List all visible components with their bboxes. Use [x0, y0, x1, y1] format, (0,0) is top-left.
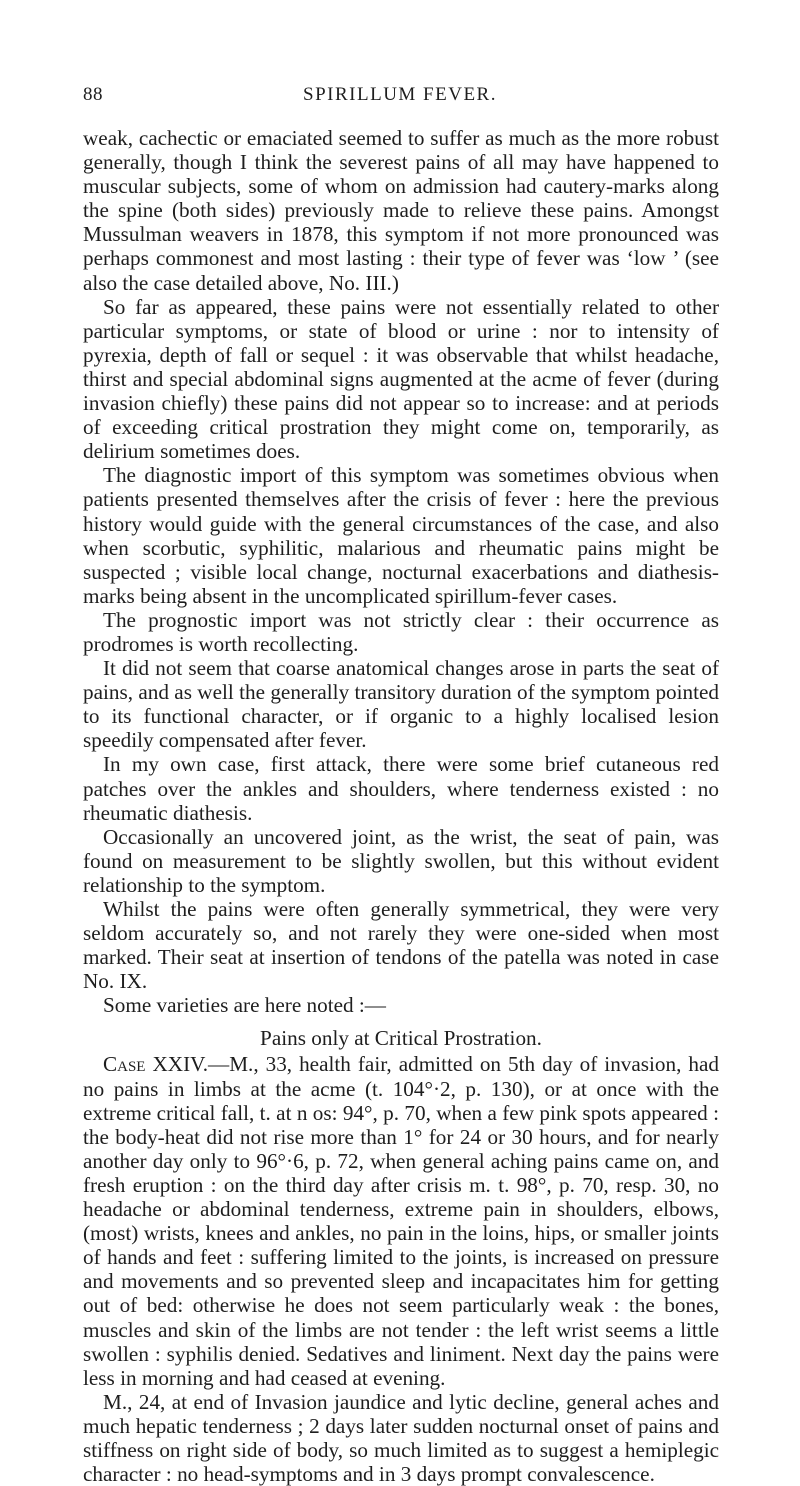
paragraph: The prognostic import was not strictly clear : their occurrence as prodromes is worth recollecting.: [83, 607, 719, 656]
page-number: 88: [83, 84, 103, 105]
paragraph: Occasionally an uncovered joint, as the wrist, the seat of pain, was found on measurement to be slightly swollen, but this without evident relationship to the symptom.: [83, 824, 719, 897]
running-title: SPIRILLUM FEVER.: [303, 84, 497, 105]
paragraph: Whilst the pains were often generally symmetrical, they were very seldom accurately so, and not rarely they were one-sided when most marked. Their seat at insertion of tendons of the patella was noted in case No. IX.: [83, 897, 719, 994]
section-heading: Pains only at Critical Prostration.: [260, 1026, 542, 1051]
paragraph: The diagnostic import of this symptom was sometimes obvious when patients presented themselves after the crisis of fever : here the previous history would guide with the general circumstances of the case, and also when scorbutic, syphilitic, malarious and rheumatic pains might be suspected ; visible local change, nocturnal exacerbations and diathesis-marks being absent in the uncomplicated spirillum-fever cases.: [83, 463, 719, 608]
case-label: Case XXIV.: [103, 1052, 208, 1077]
case-paragraph: [83, 1052, 719, 1389]
page-header: [0, 84, 800, 114]
page-body: [83, 126, 719, 1486]
paragraph: So far as appeared, these pains were not essentially related to other particular symptoms, or state of blood or urine : nor to intensity of pyrexia, depth of fall or sequel : it was observable that whilst headache, thirst and special abdominal signs augmented at the acme of fever (during invasion chiefly) these pains did not appear so to increase: and at periods of exceeding critical prostration they might come on, temporarily, as delirium sometimes does.: [83, 294, 719, 464]
paragraph: weak, cachectic or emaciated seemed to suffer as much as the more robust generally, though I think the severest pains of all may have happened to muscular subjects, some of whom on admission had cautery-marks along the spine (both sides) previously made to relieve these pains. Amongst Mussulman weavers in 1878, this symptom if not more pronounced was perhaps commonest and most lasting : their type of fever was ‘low ’ (see also the case detailed above, No. III.): [83, 126, 719, 295]
paragraph: Some varieties are here noted :—: [103, 993, 386, 1018]
case-text: —M., 33, health fair, admitted on 5th day of invasion, had no pains in limbs at the acme (t. 104°·2, p. 130), or at once with the extreme critical fall, t. at n os: 94°, p. 70, when a few pink spots appeared : the body-heat did not rise more than 1° for 24 or 30 hours, and for nearly another day only to 96°·6, p. 72, when general aching pains came on, and fresh eruption : on the third day after crisis m. t. 98°, p. 70, resp. 30, no headache or abdominal tenderness, extreme pain in shoulders, elbows, (most) wrists, knees and ankles, no pain in the loins, hips, or smaller joints of hands and feet : suffering limited to the joints, is increased on pressure and movements and so prevented sleep and incapacitates him for getting out of bed: otherwise he does not seem particularly weak : the bones, muscles and skin of the limbs are not tender : the left wrist seems a little swollen : syphilis denied. Sedatives and liniment. Next day the pains were less in morning and had ceased at evening.: [83, 1052, 719, 1390]
paragraph: It did not seem that coarse anatomical changes arose in parts the seat of pains, and as well the generally transitory duration of the symptom pointed to its functional character, or if organic to a highly localised lesion speedily compensated after fever.: [83, 656, 719, 753]
case-paragraph: M., 24, at end of Invasion jaundice and lytic decline, general aches and much hepatic tenderness ; 2 days later sudden nocturnal onset of pains and stiffness on right side of body, so much limited as to suggest a hemiplegic character : no head-symptoms and in 3 days prompt convalescence.: [83, 1389, 719, 1486]
paragraph: In my own case, first attack, there were some brief cutaneous red patches over the ankles and shoulders, where tenderness existed : no rheumatic diathesis.: [83, 752, 719, 825]
